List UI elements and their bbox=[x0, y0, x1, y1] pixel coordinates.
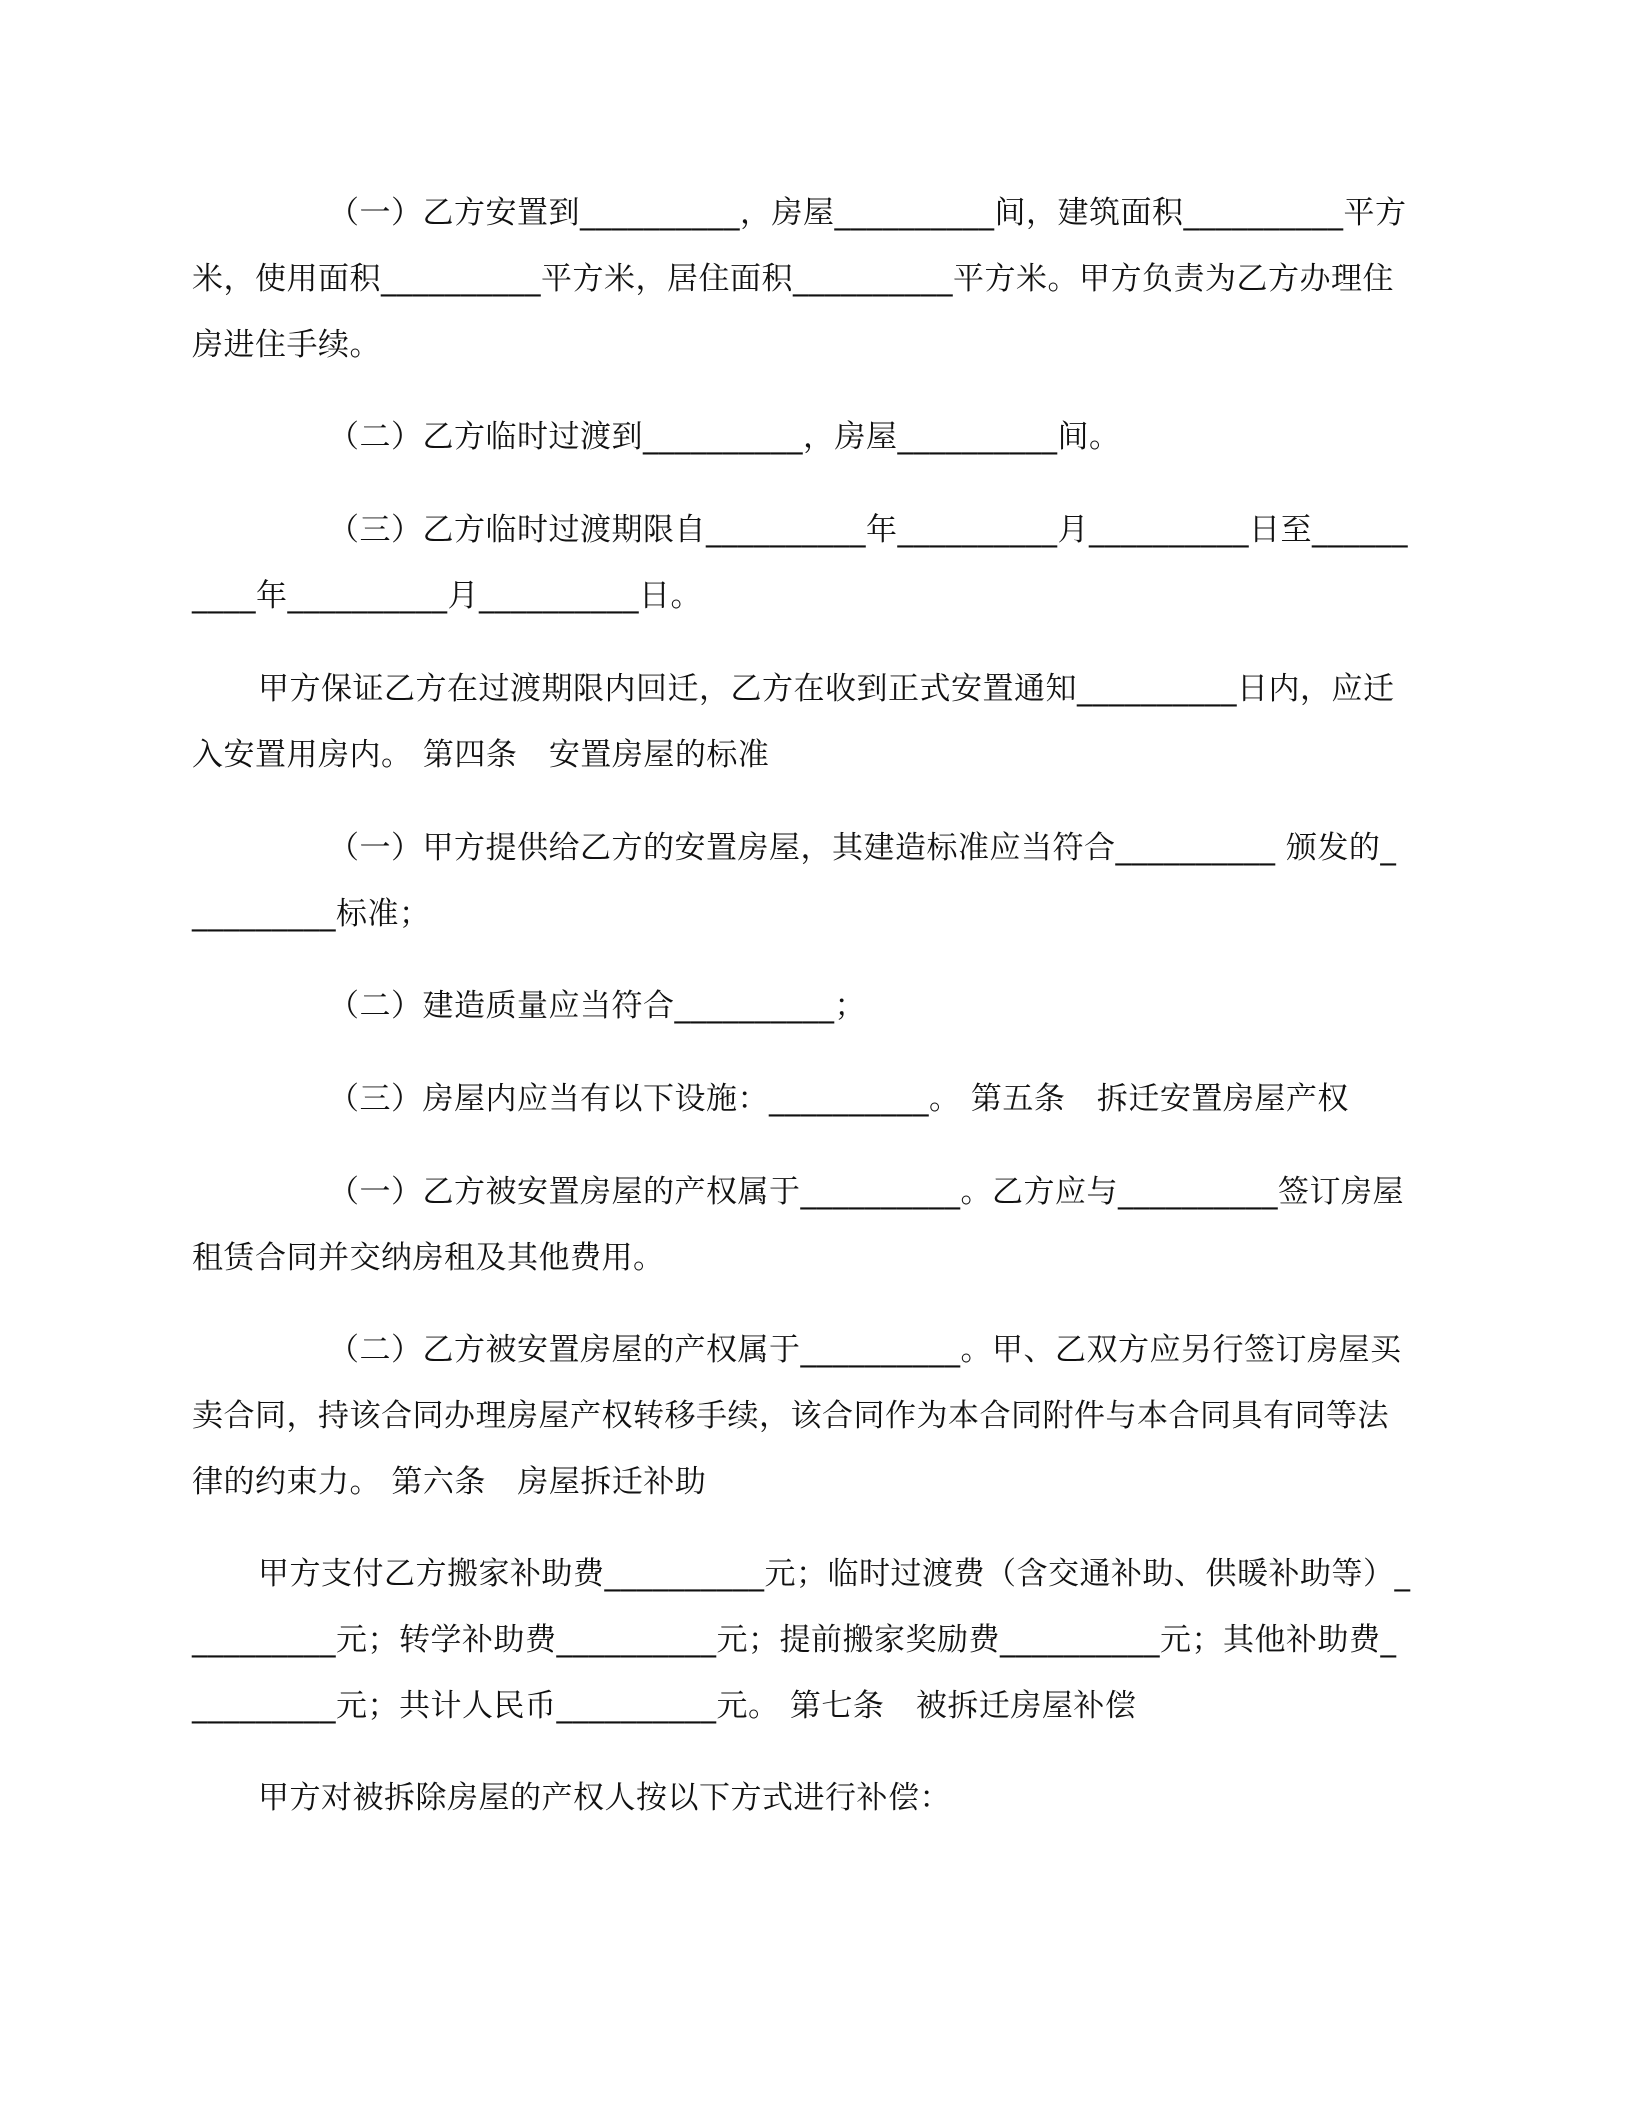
paragraph-compensation-method: 甲方对被拆除房屋的产权人按以下方式进行补偿： bbox=[258, 1780, 951, 1816]
paragraph-transition-period: （三）乙方临时过渡期限自__________年__________月__________日至__________年__________月__________日。 bbox=[192, 512, 1408, 614]
paragraph-building-standard: （一）甲方提供给乙方的安置房屋，其建造标准应当符合__________ 颁发的__________标准； bbox=[192, 830, 1397, 932]
paragraph-return-guarantee: 甲方保证乙方在过渡期限内回迁，乙方在收到正式安置通知__________日内，应迁入安置用房内。 第四条 安置房屋的标准 bbox=[192, 671, 1395, 773]
paragraph-property-rights-lease: （一）乙方被安置房屋的产权属于__________。乙方应与__________签订房屋租赁合同并交纳房租及其他费用。 bbox=[192, 1174, 1404, 1276]
paragraph-temporary-transition: （二）乙方临时过渡到__________，房屋__________间。 bbox=[328, 419, 1121, 455]
paragraph-property-rights-sale: （二）乙方被安置房屋的产权属于__________。甲、乙双方应另行签订房屋买卖合同，持该合同办理房屋产权转移手续，该合同作为本合同附件与本合同具有同等法律的约束力。 第六条 房屋拆迁补助 bbox=[192, 1332, 1402, 1500]
paragraph-construction-quality: （二）建造质量应当符合__________； bbox=[328, 988, 866, 1024]
paragraph-facilities: （三）房屋内应当有以下设施：__________。 第五条 拆迁安置房屋产权 bbox=[328, 1081, 1349, 1117]
paragraph-resettlement-location: （一）乙方安置到__________，房屋__________间，建筑面积__________平方米，使用面积__________平方米，居住面积__________平方米。甲方负责为乙方办理住房进住手续。 bbox=[192, 195, 1407, 363]
paragraph-relocation-subsidy: 甲方支付乙方搬家补助费__________元；临时过渡费（含交通补助、供暖补助等）__________元；转学补助费__________元；提前搬家奖励费__________元；其他补助费__________元；共计人民币__________元。 第七条 被拆迁房屋补偿 bbox=[192, 1556, 1411, 1724]
